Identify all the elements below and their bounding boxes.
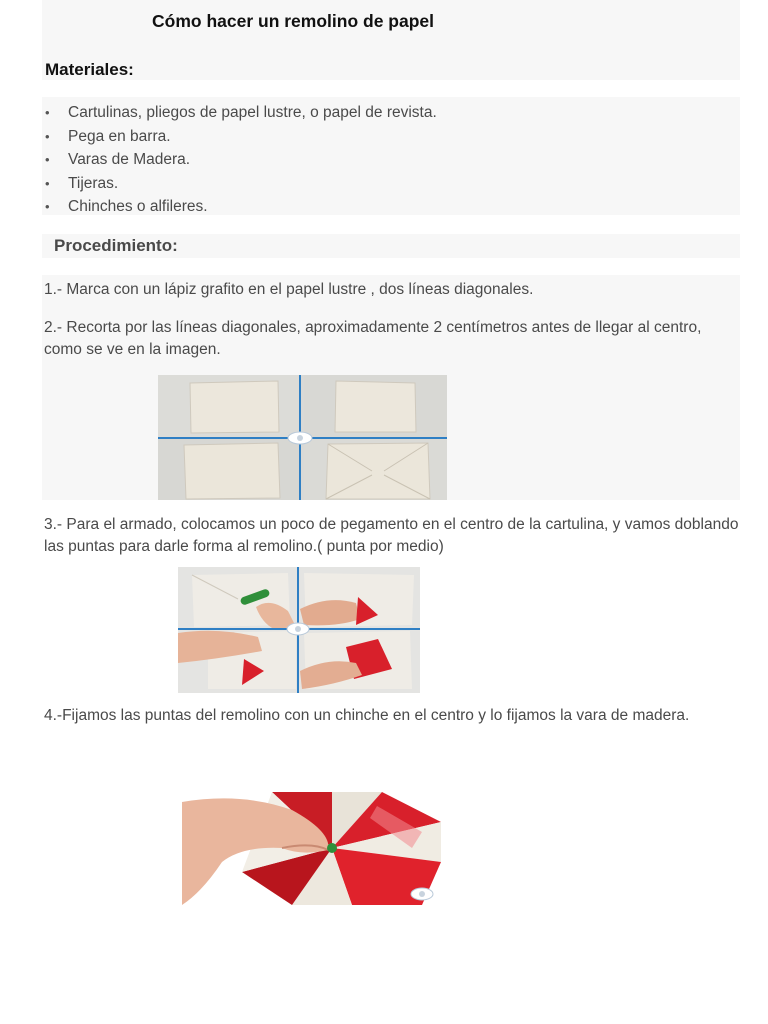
list-item: • Tijeras.: [44, 172, 437, 196]
step-4-photo: [182, 792, 441, 905]
materials-heading: Materiales:: [45, 60, 134, 79]
step-4: 4.-Fijamos las puntas del remolino con un chinche en el centro y lo fijamos la vara de madera.: [44, 707, 690, 724]
step-1: 1.- Marca con un lápiz grafito en el papel lustre , dos líneas diagonales.: [44, 281, 534, 298]
step-3: 3.- Para el armado, colocamos un poco de pegamento en el centro de la cartulina, y vamos doblando las puntas para darle forma al remolino.( punta por medio): [44, 516, 739, 555]
page-title: Cómo hacer un remolino de papel: [152, 11, 434, 31]
step-2: 2.- Recorta por las líneas diagonales, aproximadamente 2 centímetros antes de llegar al centro, como se ve en la imagen.: [44, 319, 702, 358]
step-2-photo: [158, 375, 447, 500]
list-item: • Cartulinas, pliegos de papel lustre, o papel de revista.: [44, 101, 437, 125]
list-item: • Chinches o alfileres.: [44, 195, 437, 219]
list-item: • Pega en barra.: [44, 125, 437, 149]
step-3-photo: [178, 567, 420, 693]
procedure-heading: Procedimiento:: [54, 236, 178, 255]
list-item: • Varas de Madera.: [44, 148, 437, 172]
materials-list: [44, 101, 437, 219]
